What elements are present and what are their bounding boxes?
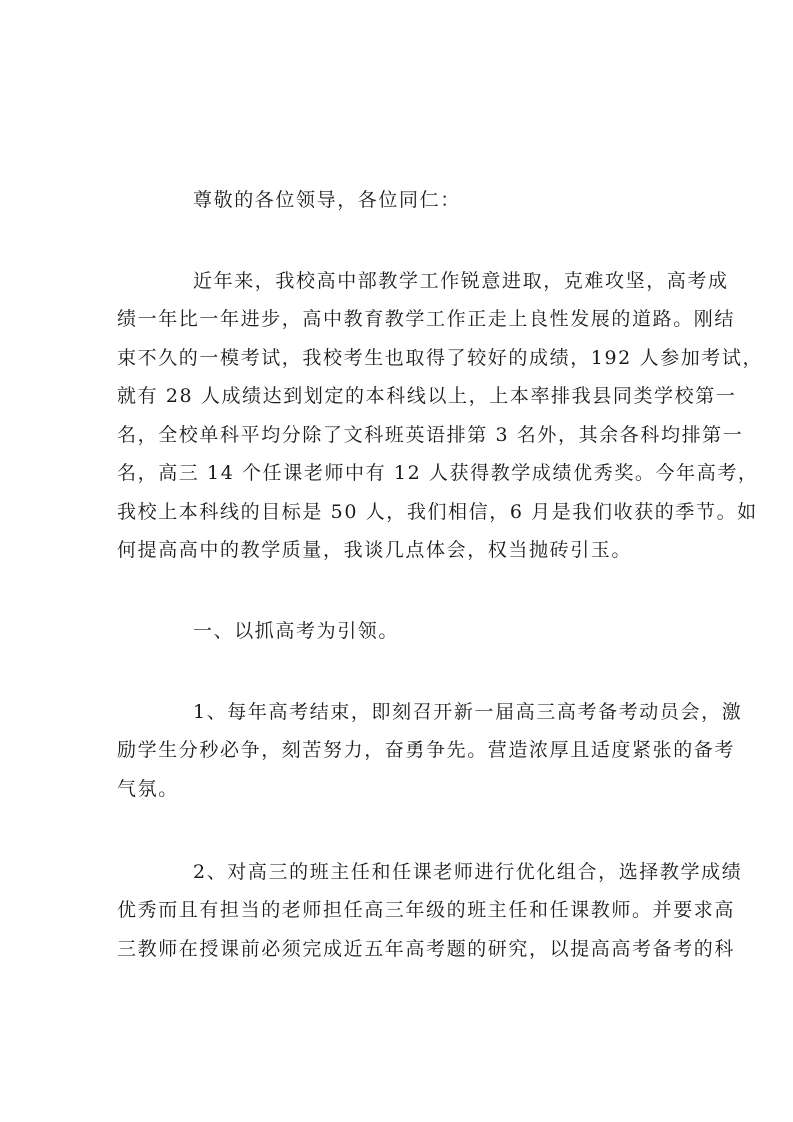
- paragraph-line: 励学生分秒必争，刻苦努力，奋勇争先。营造浓厚且适度紧张的备考: [117, 739, 736, 761]
- paragraph-line: 1、每年高考结束，即刻召开新一届高三高考备考动员会，激: [193, 701, 743, 723]
- paragraph-line: 就有 28 人成绩达到划定的本科线以上，上本率排我县同类学校第一: [117, 385, 737, 407]
- paragraph-line: 名，全校单科平均分除了文科班英语排第 3 名外，其余各科均排第一: [117, 424, 744, 446]
- paragraph-line: 近年来，我校高中部教学工作锐意进取，克难攻坚，高考成: [193, 270, 729, 292]
- section-heading: 一、以抓高考为引领。: [193, 620, 400, 642]
- paragraph-line: 名，高三 14 个任课老师中有 12 人获得教学成绩优秀奖。今年高考，: [117, 462, 759, 484]
- paragraph-line: 何提高高中的教学质量，我谈几点体会，权当抛砖引玉。: [117, 539, 633, 561]
- paragraph-line: 优秀而且有担当的老师担任高三年级的班主任和任课教师。并要求高: [117, 899, 736, 921]
- paragraph-line: 束不久的一模考试，我校考生也取得了较好的成绩，192 人参加考试，: [117, 347, 764, 369]
- paragraph-line: 绩一年比一年进步，高中教育教学工作正走上良性发展的道路。刚结: [117, 308, 736, 330]
- paragraph-line: 三教师在授课前必须完成近五年高考题的研究，以提高高考备考的科: [117, 938, 736, 960]
- greeting: 尊敬的各位领导，各位同仁：: [193, 189, 461, 211]
- paragraph-line: 2、对高三的班主任和任课老师进行优化组合，选择教学成绩: [193, 861, 743, 883]
- paragraph-line: 我校上本科线的目标是 50 人，我们相信，6 月是我们收获的季节。如: [117, 501, 758, 523]
- paragraph-line: 气氛。: [117, 778, 179, 800]
